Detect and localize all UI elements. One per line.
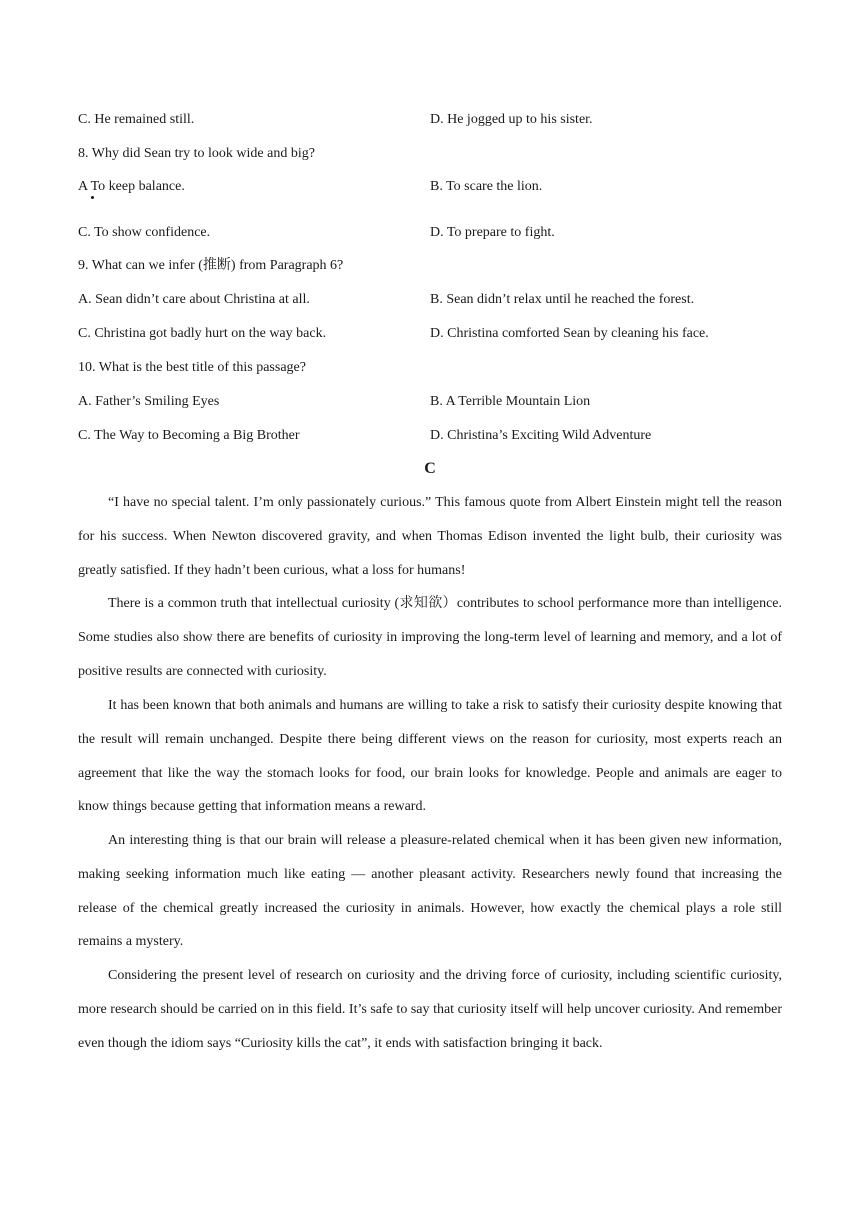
q9-option-d: D. Christina comforted Sean by cleaning his face.	[430, 326, 709, 341]
q9-option-a: A. Sean didn’t care about Christina at all.	[78, 292, 310, 307]
q8-option-a: A To keep balance.	[78, 179, 185, 194]
q8-option-c: C. To show confidence.	[78, 225, 211, 240]
passage-paragraph-4: An interesting thing is that our brain will release a pleasure-related chemical when it has been given new information, making seeking information much like eating — another pleasant activity. Researchers newly found that increasing the release of the chemical greatly increased the curiosity in animals. However, how exactly the chemical plays a role still remains a mystery.	[78, 833, 782, 950]
q7-option-c: C. He remained still.	[78, 112, 195, 127]
q10-option-b: B. A Terrible Mountain Lion	[430, 394, 591, 409]
q9-option-c: C. Christina got badly hurt on the way back.	[78, 326, 327, 341]
q8-option-b: B. To scare the lion.	[430, 179, 543, 194]
section-heading: C	[424, 460, 436, 477]
passage-paragraph-1: “I have no special talent. I’m only passionately curious.” This famous quote from Albert Einstein might tell the reason for his success. When Newton discovered gravity, and when Thomas Edison invented the light bulb, their curiosity was greatly satisfied. If they hadn’t been curious, what a loss for humans!	[78, 495, 782, 578]
q10-option-d: D. Christina’s Exciting Wild Adventure	[430, 428, 652, 443]
passage-paragraph-3: It has been known that both animals and humans are willing to take a risk to satisfy their curiosity despite knowing that the result will remain unchanged. Despite there being different views on the reason for curiosity, most experts reach an agreement that like the way the stomach looks for food, our brain looks for knowledge. People and animals are eager to know things because getting that information means a reward.	[78, 698, 782, 815]
q8-stem: 8. Why did Sean try to look wide and big?	[78, 146, 315, 161]
passage-paragraph-2: There is a common truth that intellectual curiosity (求知欲）contributes to school performance more than intelligence. Some studies also show there are benefits of curiosity in improving the long-term level of learning and memory, and a lot of positive results are connected with curiosity.	[78, 596, 782, 679]
q8-option-d: D. To prepare to fight.	[430, 225, 555, 240]
q9-option-b: B. Sean didn’t relax until he reached the forest.	[430, 292, 695, 307]
q9-stem: 9. What can we infer (推断) from Paragraph 6?	[78, 258, 344, 273]
passage-paragraph-5: Considering the present level of research on curiosity and the driving force of curiosity, including scientific curiosity, more research should be carried on in this field. It’s safe to say that curiosity itself will help uncover curiosity. And remember even though the idiom says “Curiosity kills the cat”, it ends with satisfaction bringing it back.	[78, 968, 782, 1051]
q10-stem: 10. What is the best title of this passage?	[78, 360, 306, 375]
q10-option-a: A. Father’s Smiling Eyes	[78, 394, 220, 409]
q10-option-c: C. The Way to Becoming a Big Brother	[78, 428, 300, 443]
option-a-dot-mark	[91, 196, 94, 199]
q7-option-d: D. He jogged up to his sister.	[430, 112, 593, 127]
